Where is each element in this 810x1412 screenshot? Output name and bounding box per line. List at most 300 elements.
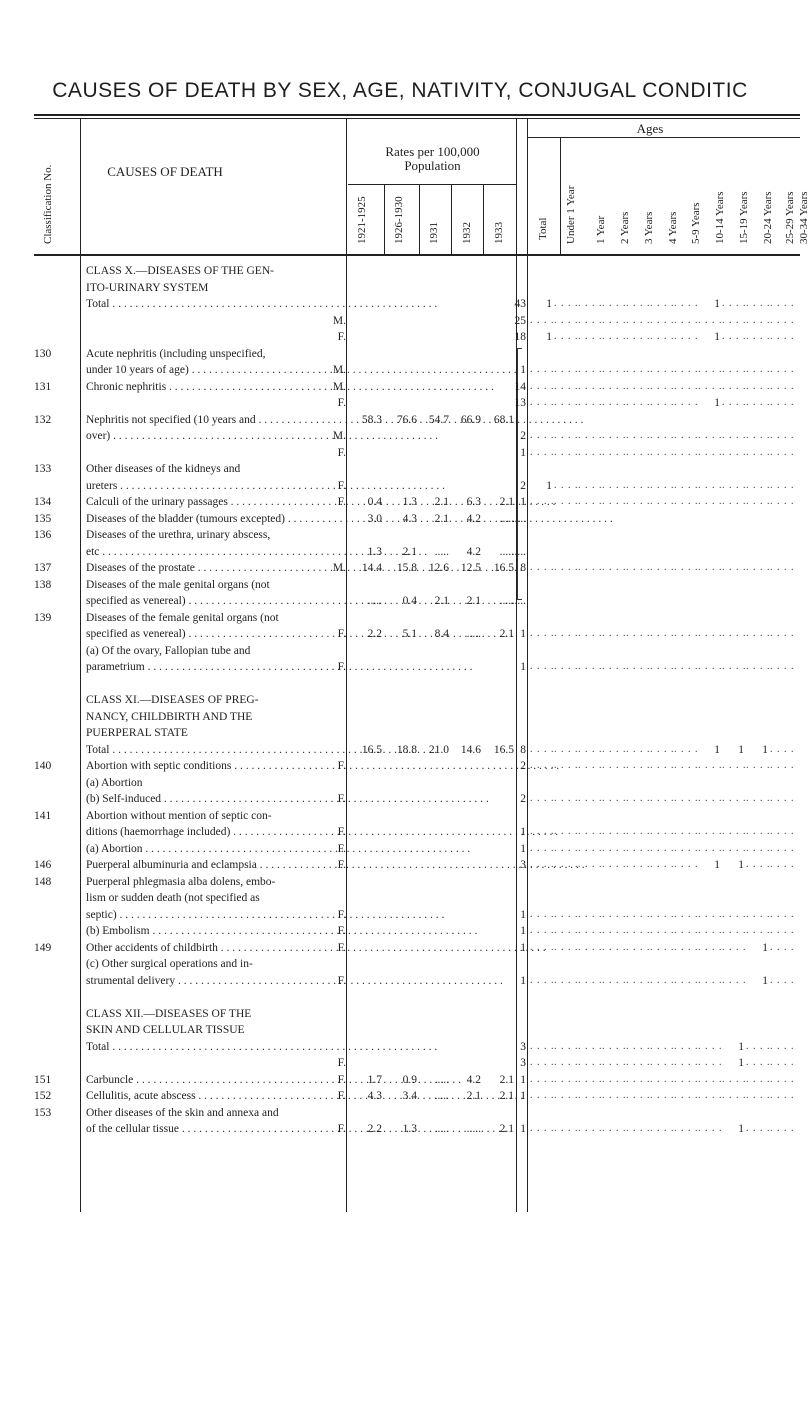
age-cell: . . . . <box>530 430 555 441</box>
age-cell: . . . . <box>722 430 747 441</box>
age-cell: . . . . <box>722 397 747 408</box>
rate-cell: 3.0 <box>367 512 382 525</box>
age-cell: 1 <box>738 1123 744 1135</box>
age-cell: . . . . <box>674 859 699 870</box>
total-cell: 2 <box>520 793 526 805</box>
age-cell: . . . . <box>554 1073 579 1085</box>
cause-label: strumental delivery . . . <box>86 974 328 988</box>
rate-cell: 12.6 <box>428 562 449 574</box>
rate-cell: 1.3 <box>402 496 417 508</box>
cause-label: (a) Abortion . . . <box>86 842 328 856</box>
sex-indicator: F. <box>337 908 346 921</box>
rate-cell: 0.4 <box>367 496 382 508</box>
cause-label: ditions (haemorrhage included) . . . <box>86 825 328 839</box>
classification-no-header: Classification No. <box>42 164 54 244</box>
age-cell: . . . . <box>722 364 747 375</box>
age-cell: . . . . <box>674 364 699 375</box>
total-cell: 1 <box>520 496 526 508</box>
age-cell: . . . . <box>674 793 699 804</box>
age-cell: . . . . <box>554 314 579 326</box>
rate-cell: 2.1 <box>434 496 449 508</box>
age-4: 4 Years <box>667 211 679 244</box>
rate-cell: 1.3 <box>402 1123 417 1135</box>
rate-cell: 2.1 <box>499 1123 514 1135</box>
total-cell: 1 <box>520 826 526 838</box>
sex-indicator: F. <box>337 826 346 838</box>
age-cell: . . . . <box>650 446 675 458</box>
cause-label: of the cellular tissue . . . <box>86 1122 328 1136</box>
cause-label: (b) Embolism . . . <box>86 924 328 938</box>
age-cell: . . . . <box>554 925 579 936</box>
table-row <box>0 561 800 575</box>
age-cell: . . . . <box>554 479 579 491</box>
classification-number: 131 <box>34 380 52 393</box>
age-cell: . . . . <box>770 430 795 441</box>
table-row <box>0 693 800 707</box>
age-cell: . . . . <box>674 446 699 458</box>
age-cell: . . . . <box>530 760 555 771</box>
age-cell: . . . . <box>626 562 651 573</box>
age-cell: . . . . <box>770 1057 795 1068</box>
age-cell: . . . . <box>602 1123 627 1134</box>
age-cell: . . . . <box>770 793 795 804</box>
age-cell: . . . . <box>770 826 795 837</box>
table-row <box>0 908 800 922</box>
rate-year-1932: 1932 <box>461 222 473 244</box>
rate-cell: ..... <box>499 595 514 607</box>
age-cell: . . . . <box>530 925 555 936</box>
age-cell: . . . . <box>698 562 723 573</box>
age-5-9: 5-9 Years <box>690 202 702 244</box>
age-cell: . . . . <box>650 562 675 573</box>
cause-label: PUERPERAL STATE <box>86 727 188 739</box>
age-cell: . . . . <box>722 1073 747 1085</box>
classification-number: 139 <box>34 611 52 624</box>
age-cell: . . . . <box>746 908 771 920</box>
age-cell: . . . . <box>746 380 771 392</box>
age-cell: . . . . <box>746 628 771 639</box>
age-cell: . . . . <box>770 1040 795 1052</box>
cause-label: ITO-URINARY SYSTEM <box>86 281 209 294</box>
cause-label: Nephritis not specified (10 years and . . . <box>86 413 344 427</box>
age-cell: . . . . <box>530 364 555 375</box>
age-cell: . . . . <box>602 1090 627 1101</box>
table-row <box>0 627 800 641</box>
rate-cell: 76.6 <box>396 413 417 426</box>
age-cell: . . . . <box>602 479 627 491</box>
vrule-rate-4 <box>483 184 484 254</box>
rate-cell: ..... <box>434 1123 449 1135</box>
rate-cell: ..... <box>367 595 382 607</box>
age-cell: . . . . <box>554 331 579 342</box>
age-cell: . . . . <box>674 743 699 755</box>
age-cell: . . . . <box>722 1090 747 1101</box>
sex-indicator: M. <box>332 562 346 574</box>
age-cell: . . . . <box>674 1057 699 1068</box>
age-cell: . . . . <box>602 941 627 953</box>
age-cell: . . . . <box>602 298 627 309</box>
table-row <box>0 1073 800 1087</box>
age-cell: . . . . <box>674 397 699 408</box>
vrule-rate-3 <box>451 184 452 254</box>
cause-label: specified as venereal) . . . <box>86 627 328 641</box>
age-cell: . . . . <box>770 446 795 458</box>
age-cell: . . . . <box>722 562 747 573</box>
age-cell: . . . . <box>770 314 795 326</box>
cause-label: Total . . . <box>86 743 344 757</box>
age-cell: . . . . <box>746 859 771 870</box>
age-cell: . . . . <box>674 430 699 441</box>
age-cell: . . . . <box>650 380 675 392</box>
age-cell: 1 <box>762 743 768 756</box>
age-cell: . . . . <box>554 661 579 672</box>
cause-label: NANCY, CHILDBIRTH AND THE <box>86 710 253 723</box>
rate-cell: 1.3 <box>367 545 382 558</box>
age-cell: . . . . <box>578 430 603 441</box>
cause-label: Chronic nephritis . . . <box>86 380 328 394</box>
total-cell: ..... <box>511 512 526 525</box>
sex-indicator: F. <box>337 974 346 987</box>
age-cell: . . . . <box>602 760 627 771</box>
age-cell: . . . . <box>578 496 603 507</box>
age-cell: . . . . <box>746 1090 771 1101</box>
age-cell: . . . . <box>554 562 579 573</box>
age-cell: 1 <box>762 974 768 987</box>
age-cell: . . . . <box>674 314 699 326</box>
table-row <box>0 297 800 311</box>
age-cell: . . . . <box>578 314 603 326</box>
cause-label: Calculi of the urinary passages . . . <box>86 495 328 509</box>
total-cell: 43 <box>514 298 526 310</box>
age-cell: . . . . <box>530 859 555 870</box>
age-cell: . . . . <box>578 974 603 986</box>
age-cell: . . . . <box>722 908 747 920</box>
age-cell: . . . . <box>602 430 627 441</box>
rate-cell: 21.0 <box>428 743 449 756</box>
age-cell: . . . . <box>746 1040 771 1052</box>
age-cell: . . . . <box>578 298 603 309</box>
age-cell: 1 <box>714 743 720 756</box>
total-cell: 1 <box>520 842 526 855</box>
table-row <box>0 363 800 377</box>
age-cell: . . . . <box>530 743 555 755</box>
age-cell: . . . . <box>722 446 747 458</box>
rate-cell: 6.3 <box>466 496 481 508</box>
age-cell: . . . . <box>530 1073 555 1085</box>
cause-label: Acute nephritis (including unspecified, <box>86 347 266 360</box>
age-cell: . . . . <box>650 974 675 986</box>
age-cell: . . . . <box>602 826 627 837</box>
age-cell: . . . . <box>650 859 675 870</box>
rate-cell: ..... <box>499 545 514 558</box>
age-cell: . . . . <box>602 974 627 986</box>
age-cell: . . . . <box>530 974 555 986</box>
age-cell: . . . . <box>746 925 771 936</box>
age-cell: . . . . <box>722 974 747 986</box>
age-cell: . . . . <box>602 908 627 920</box>
age-cell: . . . . <box>770 628 795 639</box>
sex-indicator: M. <box>332 364 346 376</box>
age-cell: 1 <box>546 331 552 343</box>
table-row <box>0 413 800 427</box>
total-cell: 1 <box>520 628 526 640</box>
total-cell: 2 <box>520 760 526 772</box>
sex-indicator: M. <box>332 380 346 393</box>
age-cell: . . . . <box>698 760 723 771</box>
age-cell: . . . . <box>770 364 795 375</box>
table-row <box>0 446 800 460</box>
age-cell: . . . . <box>722 826 747 837</box>
cause-label: Abortion with septic conditions . . . <box>86 759 328 773</box>
cause-label: CLASS XI.—DISEASES OF PREG- <box>86 694 259 706</box>
age-cell: . . . . <box>746 479 771 491</box>
age-cell: . . . . <box>698 826 723 837</box>
age-cell: . . . . <box>578 859 603 870</box>
table-row <box>0 710 800 724</box>
age-cell: . . . . <box>602 1057 627 1068</box>
age-cell: . . . . <box>626 859 651 870</box>
age-cell: . . . . <box>746 496 771 507</box>
age-cell: . . . . <box>650 1040 675 1052</box>
total-cell: 13 <box>514 397 526 409</box>
age-cell: . . . . <box>698 908 723 920</box>
age-cell: . . . . <box>578 925 603 936</box>
total-cell: 8 <box>520 562 526 574</box>
age-cell: . . . . <box>770 1123 795 1134</box>
sex-indicator: F. <box>337 941 346 954</box>
age-cell: . . . . <box>554 760 579 771</box>
classification-number: 152 <box>34 1090 52 1102</box>
table-row <box>0 990 800 1004</box>
age-cell: . . . . <box>674 1073 699 1085</box>
rate-cell: ..... <box>499 512 514 525</box>
classification-number: 140 <box>34 760 52 772</box>
age-20-24: 20-24 Years <box>762 191 774 244</box>
age-cell: . . . . <box>698 842 723 854</box>
age-cell: . . . . <box>746 826 771 837</box>
table-row <box>0 462 800 476</box>
classification-number: 133 <box>34 463 52 475</box>
age-cell: . . . . <box>602 446 627 458</box>
age-cell: . . . . <box>602 496 627 507</box>
rate-cell: 2.1 <box>466 595 481 607</box>
total-cell: 1 <box>520 1123 526 1135</box>
total-cell: 1 <box>520 1090 526 1102</box>
classification-number: 134 <box>34 496 52 508</box>
sex-indicator: F. <box>337 859 346 871</box>
age-cell: . . . . <box>554 364 579 375</box>
cause-label: specified as venereal) . . . <box>86 594 344 608</box>
age-cell: . . . . <box>746 1073 771 1085</box>
rate-cell: 14.6 <box>460 743 481 756</box>
age-cell: . . . . <box>554 1057 579 1068</box>
age-cell: . . . . <box>626 397 651 408</box>
table-row <box>0 495 800 509</box>
age-cell: . . . . <box>602 925 627 936</box>
sex-indicator: F. <box>337 842 346 855</box>
rates-divider <box>348 184 516 185</box>
cause-label: (b) Self-induced . . . <box>86 792 328 806</box>
sex-indicator: F. <box>337 479 346 492</box>
cause-label: Puerperal albuminuria and eclampsia . . . <box>86 858 328 872</box>
age-cell: . . . . <box>650 842 675 854</box>
total-cell: 1 <box>520 446 526 459</box>
cause-label: over) . . . <box>86 429 328 443</box>
age-cell: . . . . <box>626 479 651 491</box>
table-row <box>0 941 800 955</box>
age-cell: . . . . <box>554 430 579 441</box>
table-row <box>0 792 800 806</box>
rate-cell: 1.7 <box>367 1073 382 1086</box>
age-cell: . . . . <box>770 1073 795 1085</box>
age-cell: . . . . <box>698 430 723 441</box>
table-row <box>0 1089 800 1103</box>
rate-cell: 2.2 <box>367 628 382 640</box>
table-row <box>0 957 800 971</box>
age-cell: . . . . <box>674 479 699 491</box>
total-cell: 2 <box>520 479 526 492</box>
cause-label: Diseases of the female genital organs (not <box>86 611 279 624</box>
cause-label: Diseases of the prostate . . . <box>86 561 328 575</box>
age-cell: . . . . <box>698 974 723 986</box>
age-cell: . . . . <box>626 661 651 672</box>
age-cell: 1 <box>546 479 552 492</box>
age-cell: . . . . <box>770 331 795 342</box>
age-cell: . . . . <box>722 760 747 771</box>
table-row <box>0 545 800 559</box>
age-cell: . . . . <box>698 479 723 491</box>
age-cell: . . . . <box>770 974 795 986</box>
age-cell: . . . . <box>626 842 651 854</box>
total-cell: 1 <box>520 925 526 937</box>
age-cell: . . . . <box>578 941 603 953</box>
total-cell: ..... <box>511 545 526 558</box>
age-cell: . . . . <box>770 479 795 491</box>
classification-number: 136 <box>34 529 52 541</box>
classification-number: 146 <box>34 859 52 871</box>
age-cell: . . . . <box>602 364 627 375</box>
total-cell: 1 <box>520 941 526 954</box>
rate-cell: 16.5 <box>493 743 514 756</box>
age-cell: . . . . <box>530 1123 555 1134</box>
table-row <box>0 974 800 988</box>
table-row <box>0 479 800 493</box>
age-cell: . . . . <box>770 925 795 936</box>
age-cell: . . . . <box>650 430 675 441</box>
cause-label: Diseases of the urethra, urinary abscess, <box>86 529 271 541</box>
table-row <box>0 809 800 823</box>
age-cell: . . . . <box>698 496 723 507</box>
rate-cell: ..... <box>466 1123 481 1135</box>
age-cell: . . . . <box>770 496 795 507</box>
age-10-14: 10-14 Years <box>714 191 726 244</box>
total-cell: 1 <box>520 1073 526 1086</box>
rate-cell: 12.5 <box>460 562 481 574</box>
age-cell: . . . . <box>626 974 651 986</box>
age-cell: . . . . <box>650 364 675 375</box>
table-row <box>0 1023 800 1037</box>
age-cell: . . . . <box>650 628 675 639</box>
age-cell: . . . . <box>650 496 675 507</box>
age-cell: . . . . <box>674 941 699 953</box>
age-cell: . . . . <box>674 974 699 986</box>
rate-cell: 66.9 <box>460 413 481 426</box>
cause-label: (a) Abortion <box>86 776 143 789</box>
total-cell: 3 <box>520 859 526 871</box>
age-cell: . . . . <box>746 661 771 672</box>
age-cell: . . . . <box>578 331 603 342</box>
top-double-rule-2 <box>34 118 800 119</box>
age-cell: . . . . <box>626 298 651 309</box>
table-row <box>0 281 800 295</box>
age-cell: . . . . <box>626 760 651 771</box>
ages-divider <box>527 137 800 138</box>
age-3: 3 Years <box>643 211 655 244</box>
rate-year-1926: 1926-1930 <box>393 196 405 244</box>
age-cell: . . . . <box>674 661 699 672</box>
age-cell: . . . . <box>674 925 699 936</box>
cause-label: Other diseases of the kidneys and <box>86 463 241 475</box>
age-cell: . . . . <box>722 479 747 491</box>
age-cell: 1 <box>714 859 720 871</box>
cause-label: Other diseases of the skin and annexa and <box>86 1106 279 1119</box>
total-cell: 25 <box>514 314 526 327</box>
table-row <box>0 429 800 443</box>
age-cell: . . . . <box>626 925 651 936</box>
sex-indicator: F. <box>337 760 346 772</box>
table-row <box>0 578 800 592</box>
age-25-29: 25-29 Years <box>784 191 796 244</box>
sex-indicator: F. <box>337 1090 346 1102</box>
age-cell: . . . . <box>650 1073 675 1085</box>
age-cell: . . . . <box>650 397 675 408</box>
cause-label: septic) . . . <box>86 908 328 922</box>
age-cell: . . . . <box>578 479 603 491</box>
rate-cell: 2.1 <box>434 595 449 607</box>
age-cell: . . . . <box>650 793 675 804</box>
age-cell: . . . . <box>626 1057 651 1068</box>
table-row <box>0 264 800 278</box>
age-cell: . . . . <box>530 661 555 672</box>
age-cell: . . . . <box>530 628 555 639</box>
age-cell: . . . . <box>746 397 771 408</box>
age-cell: 1 <box>546 298 552 310</box>
sex-indicator: M. <box>332 314 346 327</box>
age-cell: . . . . <box>746 562 771 573</box>
age-cell: . . . . <box>722 661 747 672</box>
table-row <box>0 528 800 542</box>
age-cell: . . . . <box>578 661 603 672</box>
age-cell: . . . . <box>578 793 603 804</box>
table-row <box>0 677 800 691</box>
table-row <box>0 858 800 872</box>
age-cell: . . . . <box>746 430 771 441</box>
rate-cell: 2.1 <box>499 628 514 640</box>
age-cell: . . . . <box>602 397 627 408</box>
table-row <box>0 1106 800 1120</box>
age-cell: . . . . <box>674 298 699 309</box>
age-cell: . . . . <box>554 496 579 507</box>
age-cell: . . . . <box>698 314 723 326</box>
age-cell: . . . . <box>626 1040 651 1052</box>
cause-label: lism or sudden death (not specified as <box>86 892 260 904</box>
table-row <box>0 1122 800 1136</box>
rate-cell: 2.1 <box>499 1073 514 1086</box>
age-cell: . . . . <box>530 842 555 854</box>
age-cell: . . . . <box>554 793 579 804</box>
age-cell: . . . . <box>530 941 555 953</box>
age-cell: . . . . <box>746 331 771 342</box>
